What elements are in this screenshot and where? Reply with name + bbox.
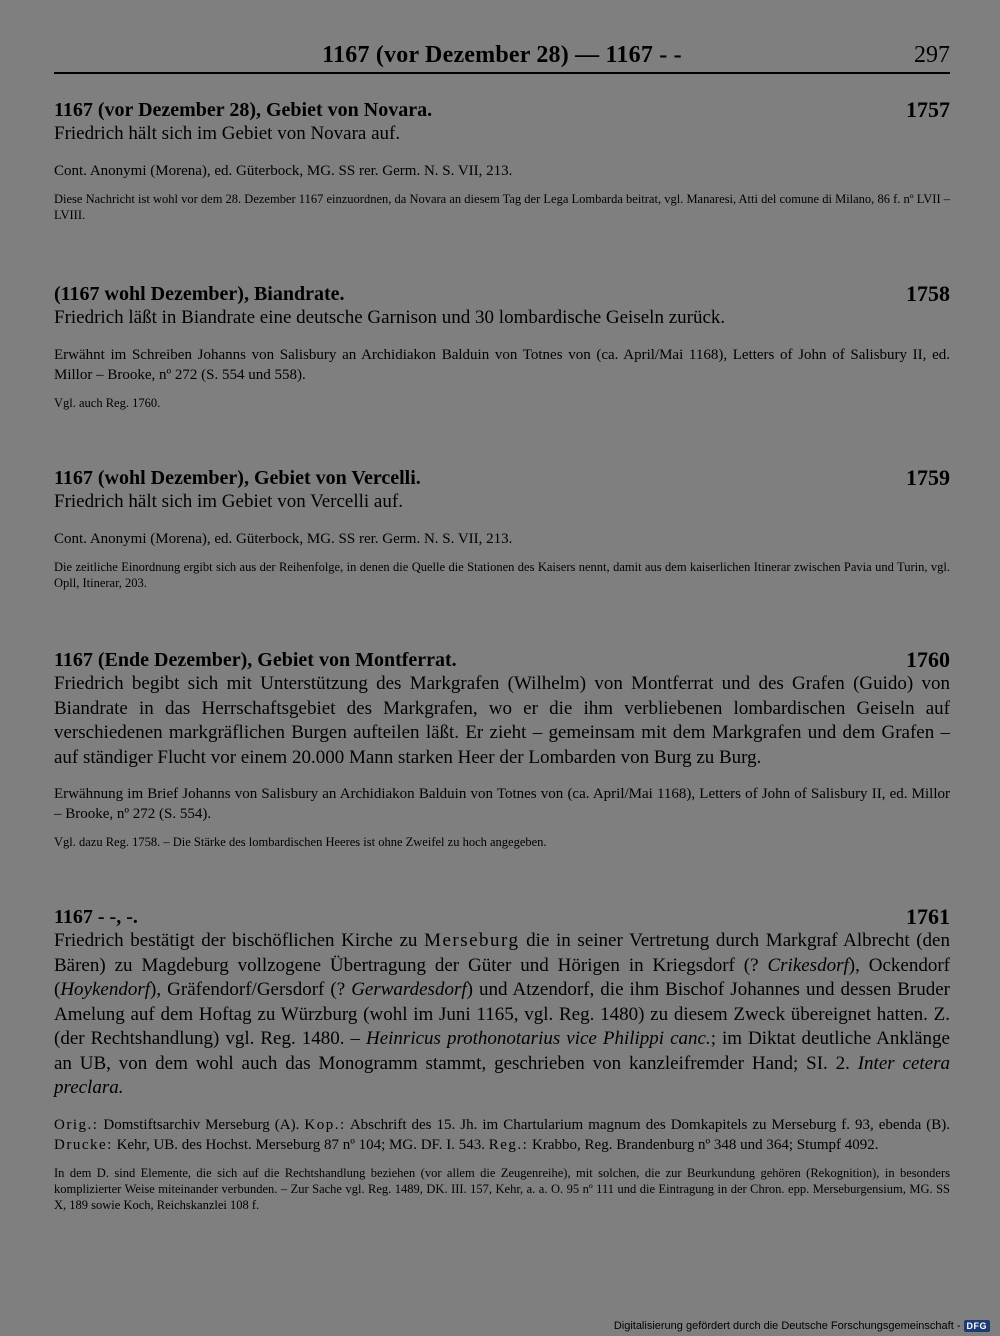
entry-source: Cont. Anonymi (Morena), ed. Güterbock, MG. SS rer. Germ. N. S. VII, 213. bbox=[54, 162, 513, 179]
entry-date-place: (1167 wohl Dezember), Biandrate. bbox=[54, 283, 345, 305]
text-segment: ), Ockendorf ( bbox=[54, 954, 950, 1000]
italic-placename: Gerwardesdorf bbox=[351, 979, 467, 1000]
entry-heading bbox=[54, 648, 950, 672]
entry-number: 1759 bbox=[906, 465, 950, 490]
entry-number: 1760 bbox=[906, 647, 950, 672]
source-text: Abschrift des 15. Jh. im Chartularium magnum des Domkapitels zu Merseburg f. 93, ebenda (B). bbox=[345, 1116, 951, 1133]
entry-note: Die zeitliche Einordnung ergibt sich aus der Reihenfolge, in denen die Quelle die Stationen des Kaisers nennt, damit aus dem kaiserlichen Itinerar zwischen Pavia und Turin, vgl. Opll, Itinerar, 203. bbox=[54, 559, 950, 590]
page-number: 297 bbox=[914, 42, 950, 68]
text-segment: Friedrich bestätigt der bischöflichen Kirche zu bbox=[54, 930, 425, 951]
entry-note: Vgl. auch Reg. 1760. bbox=[54, 395, 161, 410]
dfg-logo-icon: DFG bbox=[964, 1320, 991, 1332]
entry-source: Erwähnt im Schreiben Johanns von Salisbury an Archidiakon Balduin von Totnes von (ca. April/Mai 1168), Letters of John of Salisbury II, ed. Millor – Brooke, nº 272 (S. 554 und 558). bbox=[54, 346, 950, 383]
italic-placename: Crikesdorf bbox=[767, 954, 849, 976]
entry-date-place: 1167 (wohl Dezember), Gebiet von Vercelli. bbox=[54, 467, 421, 489]
italic-placename: Hoykendorf bbox=[60, 979, 151, 1000]
regest-entry-1759 bbox=[54, 466, 950, 591]
entry-note: Vgl. dazu Reg. 1758. – Die Stärke des lombardischen Heeres ist ohne Zweifel zu hoch angegeben. bbox=[54, 835, 547, 849]
entry-text bbox=[54, 929, 950, 1101]
entry-number: 1758 bbox=[906, 281, 950, 306]
regest-entry-1757 bbox=[54, 98, 950, 223]
source-label-reg: Reg.: bbox=[488, 1136, 529, 1153]
source-label-drucke: Drucke: bbox=[54, 1136, 113, 1153]
entry-heading bbox=[54, 282, 950, 306]
text-segment: ) und Atzendorf, die ihm Bischof Johannes und dessen Bruder Amelung auf dem Hoftag zu Würzburg (wohl im Juni 1165, vgl. Reg. 1480) zu diesem Zweck übereignet hatten. Z. (der Rechtshandlung) vgl. Reg. 1480. – bbox=[54, 979, 950, 1049]
regest-entry-1760 bbox=[54, 648, 950, 850]
text-segment: die in seiner Vertretung durch Markgraf Albrecht (den Bären) zu Magdeburg vollzogene Übertragung der Güter und Hörigen in Kriegsdorf (? bbox=[54, 930, 950, 976]
entry-number: 1761 bbox=[906, 904, 950, 929]
source-text: Krabbo, Reg. Brandenburg nº 348 und 364; Stumpf 4092. bbox=[528, 1136, 879, 1153]
italic-incipit: Inter cetera preclara. bbox=[54, 1052, 950, 1098]
entry-note: In dem D. sind Elemente, die sich auf die Rechtshandlung beziehen (vor allem die Zeugenreihe), mit solchen, die zur Beurkundung gehören (Rekognition), in besonders komplizierter Weise miteinander verbunden. – Zur Sache vgl. Reg. 1489, DK. III. 157, Kehr, a. a. O. 95 nº 111 und die Eintragung in der Chron. epp. Merseburgensium, MG. SS X, 189 sowie Koch, Reichskanzlei 108 f. bbox=[54, 1165, 950, 1212]
regest-entry-1758 bbox=[54, 282, 950, 411]
text-segment: ; im Diktat deutliche Anklänge an UB, von dem wohl auch das Monogramm stammt, geschrieben von kanzleifremder Hand; SI. 2. bbox=[54, 1028, 950, 1074]
entry-date-place: 1167 (vor Dezember 28), Gebiet von Novara. bbox=[54, 99, 433, 121]
source-text: Domstiftsarchiv Merseburg (A). bbox=[98, 1116, 305, 1133]
italic-recognition: Heinricus prothonotarius vice Philippi canc. bbox=[366, 1028, 711, 1049]
text-segment: ), Gräfendorf/Gersdorf (? bbox=[150, 979, 352, 1000]
entry-heading bbox=[54, 905, 950, 929]
entry-source: Cont. Anonymi (Morena), ed. Güterbock, MG. SS rer. Germ. N. S. VII, 213. bbox=[54, 530, 513, 547]
entry-heading bbox=[54, 98, 950, 122]
entry-text: Friedrich begibt sich mit Unterstützung des Markgrafen (Wilhelm) von Montferrat und des Grafen (Guido) von Biandrate in das Herrschaftsgebiet des Markgrafen, wo er die ihm verbliebenen lombardischen Geiseln auf verschiedenen markgräflichen Burgen aufteilen läßt. Er zieht – gemeinsam mit dem Markgrafen und dem Grafen – auf ständiger Flucht vor einem 20.000 Mann starken Heer der Lombarden von Burg zu Burg. bbox=[54, 673, 950, 768]
regest-entry-1761 bbox=[54, 905, 950, 1213]
entry-date-place: 1167 - -, -. bbox=[54, 906, 138, 928]
entry-source: Erwähnung im Brief Johanns von Salisbury an Archidiakon Balduin von Totnes von (ca. April/Mai 1168), Letters of John of Salisbury II, ed. Millor – Brooke, nº 272 (S. 554). bbox=[54, 786, 950, 822]
entry-text: Friedrich läßt in Biandrate eine deutsche Garnison und 30 lombardische Geiseln zurück. bbox=[54, 307, 726, 328]
entry-number: 1757 bbox=[906, 97, 950, 122]
source-label-kop: Kop.: bbox=[304, 1116, 346, 1133]
page-header bbox=[54, 40, 950, 74]
digitization-footer bbox=[614, 1318, 990, 1334]
entry-date-place: 1167 (Ende Dezember), Gebiet von Montferrat. bbox=[54, 649, 457, 671]
footer-credit: Digitalisierung gefördert durch die Deutsche Forschungsgemeinschaft - bbox=[613, 1320, 961, 1332]
running-title: 1167 (vor Dezember 28) — 1167 - - bbox=[322, 42, 682, 68]
entry-note: Diese Nachricht ist wohl vor dem 28. Dezember 1167 einzuordnen, da Novara an diesem Tag der Lega Lombarda beitrat, vgl. Manaresi, Atti del comune di Milano, 86 f. nº LVII – LVIII. bbox=[54, 191, 950, 222]
place-name-spaced: Merseburg bbox=[424, 930, 520, 951]
entry-text: Friedrich hält sich im Gebiet von Vercelli auf. bbox=[54, 491, 403, 512]
entry-heading bbox=[54, 466, 950, 490]
entry-text: Friedrich hält sich im Gebiet von Novara auf. bbox=[54, 123, 401, 144]
entry-source bbox=[54, 1115, 950, 1155]
source-label-orig: Orig.: bbox=[54, 1116, 99, 1133]
source-text: Kehr, UB. des Hochst. Merseburg 87 nº 104; MG. DF. I. 543. bbox=[112, 1136, 489, 1153]
